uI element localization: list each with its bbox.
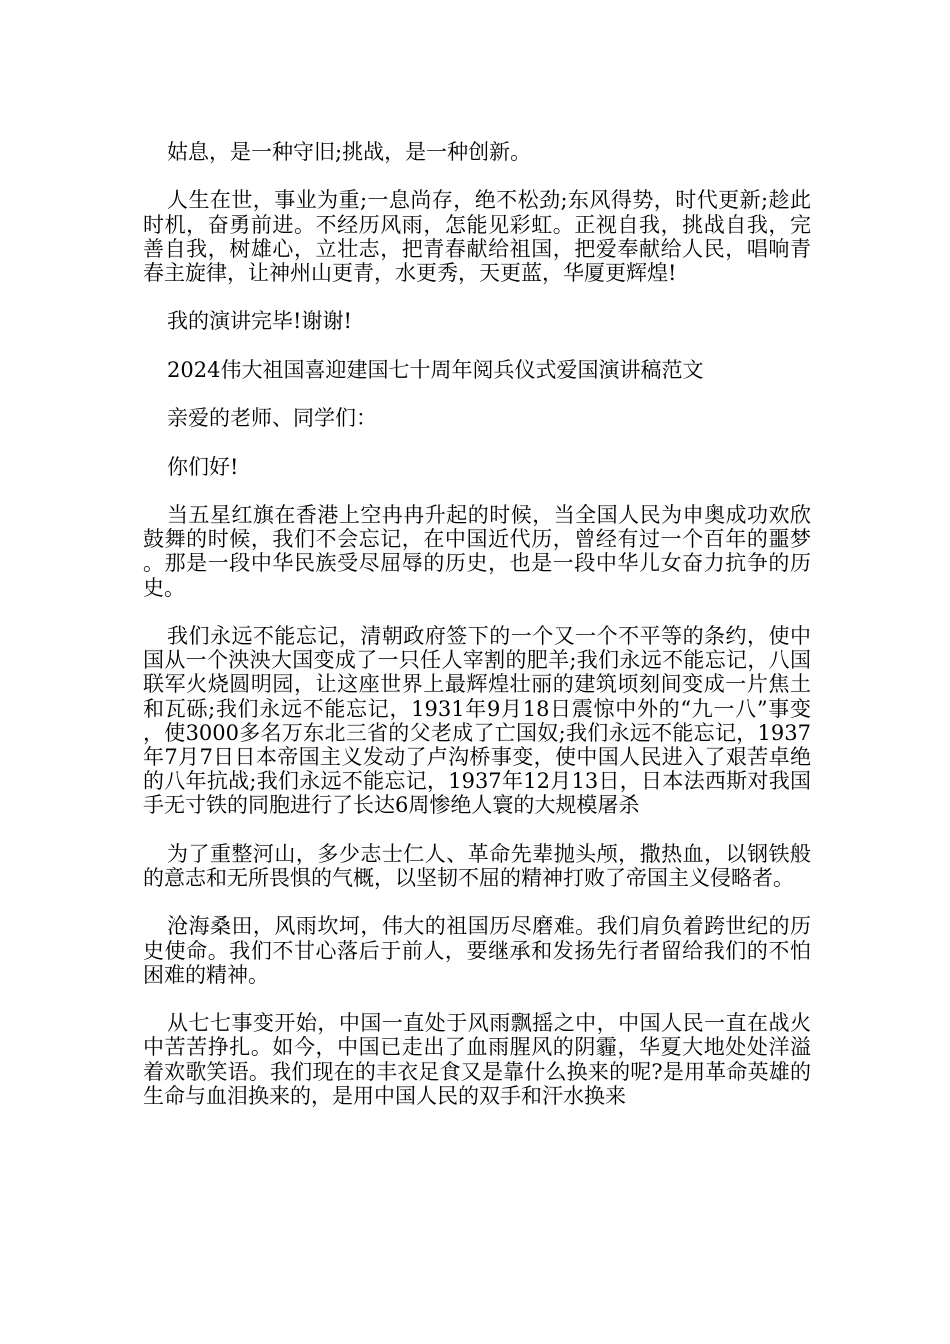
- salutation: 亲爱的老师、同学们：: [167, 406, 377, 431]
- paragraph-2: 人生在世，事业为重;一息尚存，绝不松劲;东风得势，时代更新;趁此时机，奋勇前进。不经历风雨，怎能见彩虹。正视自我，挑战自我，完善自我，树雄心，立壮志，把青春献给祖国，把爱奉献给人民，唱响青春主旋律，让神州山更青，水更秀，天更蓝，华厦更辉煌!: [143, 188, 811, 285]
- paragraph-8: 我们永远不能忘记，清朝政府签下的一个又一个不平等的条约，使中国从一个泱泱大国变成了一只任人宰割的肥羊;我们永远不能忘记，八国联军火烧圆明园，让这座世界上最辉煌壮丽的建筑顷刻间变成一片焦土和瓦砾;我们永远不能忘记，1931年9月18日震惊中外的“九一八”事变，使3000多名万东北三省的父老成了亡国奴;我们永远不能忘记，1937年7月7日日本帝国主义发动了卢沟桥事变，使中国人民进入了艰苦卓绝的八年抗战;我们永远不能忘记，1937年12月13日，日本法西斯对我国手无寸铁的同胞进行了长达6周惨绝人寰的大规模屠杀: [143, 623, 811, 818]
- document-body: [143, 140, 811, 1108]
- greeting: 你们好!: [167, 454, 239, 479]
- paragraph-9: 为了重整河山，多少志士仁人、革命先辈抛头颅，撒热血，以钢铁般的意志和无所畏惧的气概，以坚韧不屈的精神打败了帝国主义侵略者。: [143, 841, 811, 890]
- paragraph-3: 我的演讲完毕!谢谢!: [167, 309, 352, 334]
- paragraph-7: 当五星红旗在香港上空冉冉升起的时候，当全国人民为申奥成功欢欣鼓舞的时候，我们不会忘记，在中国近代历，曾经有过一个百年的噩梦。那是一段中华民族受尽屈辱的历史，也是一段中华儿女奋力抗争的历史。: [143, 502, 811, 600]
- paragraph-10: 沧海桑田，风雨坎坷，伟大的祖国历尽磨难。我们肩负着跨世纪的历史使命。我们不甘心落后于前人，要继承和发扬先行者留给我们的不怕困难的精神。: [143, 914, 811, 987]
- section-title: 2024伟大祖国喜迎建国七十周年阅兵仪式爱国演讲稿范文: [167, 357, 704, 382]
- paragraph-11: 从七七事变开始，中国一直处于风雨飘摇之中，中国人民一直在战火中苦苦挣扎。如今，中国已走出了血雨腥风的阴霾，华夏大地处处洋溢着欢歌笑语。我们现在的丰衣足食又是靠什么换来的呢?是用革命英雄的生命与血泪换来的，是用中国人民的双手和汗水换来: [143, 1011, 811, 1108]
- paragraph-1: 姑息，是一种守旧;挑战，是一种创新。: [167, 140, 532, 164]
